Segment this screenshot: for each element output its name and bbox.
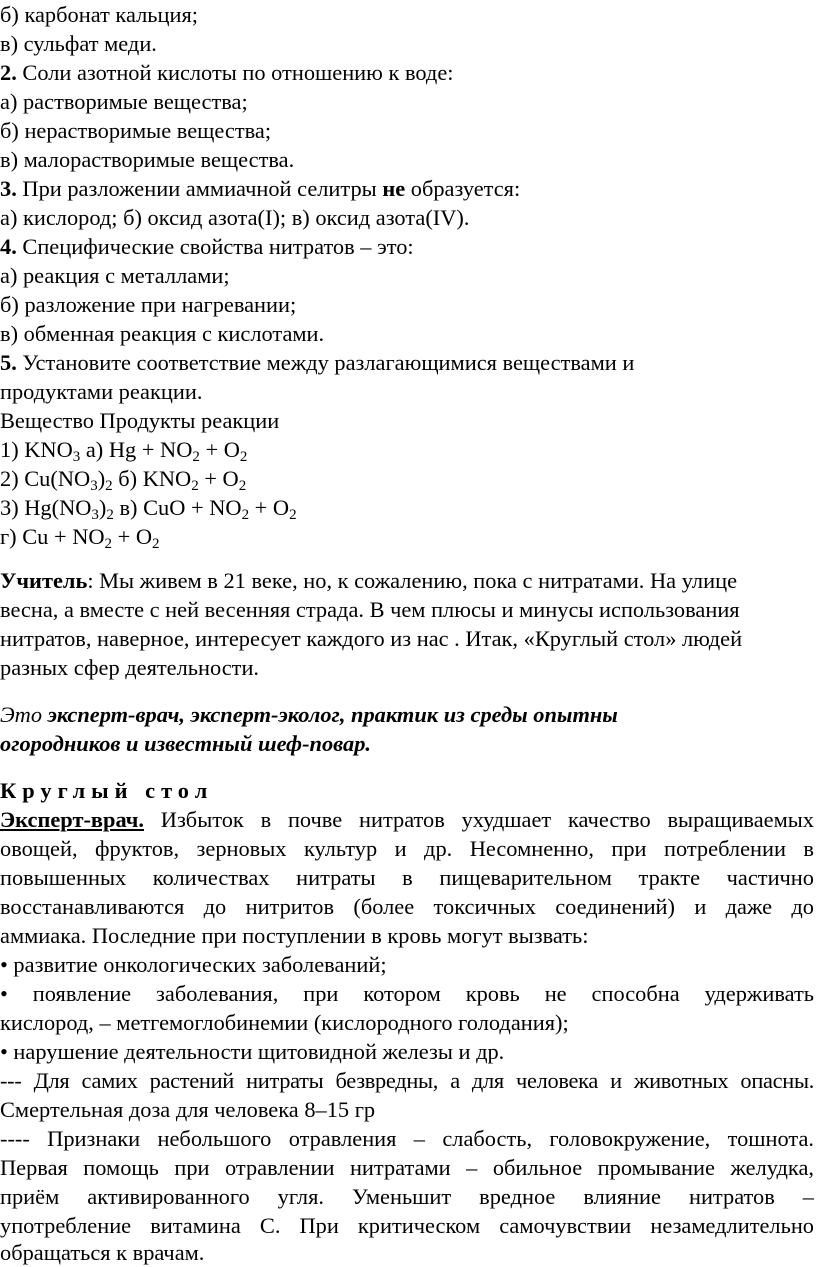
doctor-line-5: аммиака. Последние при поступлении в кровь могут вызвать: <box>0 923 589 948</box>
question-text: Специфические свойства нитратов – это: <box>16 234 414 259</box>
question-text: При разложении аммиачной селитры <box>16 176 383 201</box>
teacher-label: Учитель <box>0 568 88 593</box>
experts-list-cont: огородников и известный шеф-повар. <box>0 731 372 756</box>
bullet-1: • развитие онкологических заболеваний; <box>0 952 387 977</box>
bullet-2: • появление заболевания, при котором кровь не способна удерживать <box>0 981 814 1006</box>
q5-table-header: Вещество Продукты реакции <box>0 408 280 433</box>
question-text: Соли азотной кислоты по отношению к воде: <box>16 60 454 85</box>
experts-list: эксперт-врач, эксперт-эколог, практик из среды опытны <box>47 702 618 727</box>
question-number: 5. <box>0 350 17 375</box>
experts-intro: Это <box>0 702 48 727</box>
doctor-line-13: Первая помощь при отравлении нитратами – обильное промывание желудка, <box>0 1155 814 1180</box>
doctor-line-3: повышенных количествах нитраты в пищеварительном тракте частично <box>0 865 814 890</box>
emphasis-not: не <box>382 176 406 201</box>
q2-option-c: в) малорастворимые вещества. <box>0 147 295 172</box>
question-number: 3. <box>0 176 17 201</box>
bullet-3: • нарушение деятельности щитовидной железы и др. <box>0 1039 505 1064</box>
teacher-line-1 <box>0 566 737 595</box>
doctor-line-10: --- Для самих растений нитраты безвредны, а для человека и животных опасны. <box>0 1068 814 1093</box>
doctor-line-2: овощей, фруктов, зерновых культур и др. Несомненно, при потреблении в <box>0 836 814 861</box>
teacher-line-3: нитратов, наверное, интересует каждого из нас . Итак, «Круглый стол» людей <box>0 626 743 651</box>
doctor-line-1 <box>0 805 814 834</box>
question-number: 4. <box>0 234 17 259</box>
q5-row-1: 1) $KNO_3$ а) $Hg + NO_2 + O_2$ <box>0 437 248 465</box>
doctor-text: Избыток в почве нитратов ухудшает качество выращиваемых <box>144 807 814 832</box>
question-4 <box>0 232 414 261</box>
doctor-line-15: употребление витамина С. При критическом самочувствии незамедлительно <box>0 1213 814 1238</box>
q1-option-c: в) сульфат меди. <box>0 31 157 56</box>
doctor-line-4: восстанавливаются до нитритов (более токсичных соединений) и даже до <box>0 894 814 919</box>
q5-row-2: 2) $Cu(NO_3)_2$ б) $KNO_2 + O_2$ <box>0 466 247 494</box>
question-5-cont: продуктами реакции. <box>0 379 203 404</box>
q4-option-c: в) обменная реакция с кислотами. <box>0 321 325 346</box>
doctor-line-11: Смертельная доза для человека 8–15 гр <box>0 1097 376 1122</box>
teacher-line-4: разных сфер деятельности. <box>0 655 260 680</box>
question-text-end: образуется: <box>405 176 521 201</box>
teacher-text: : Мы живем в 21 веке, но, к сожалению, пока с нитратами. На улице <box>87 568 738 593</box>
experts-line-2 <box>0 729 371 758</box>
q4-option-a: а) реакция с металлами; <box>0 263 230 288</box>
question-number: 2. <box>0 60 17 85</box>
q2-option-b: б) нерастворимые вещества; <box>0 118 272 143</box>
q4-option-b: б) разложение при нагревании; <box>0 292 297 317</box>
q1-option-b: б) карбонат кальция; <box>0 2 198 27</box>
q2-option-a: а) растворимые вещества; <box>0 89 248 114</box>
bullet-2-cont: кислород, – метгемоглобинемии (кислородного голодания); <box>0 1010 569 1035</box>
doctor-line-14: приём активированного угля. Уменьшит вредное влияние нитратов – <box>0 1184 814 1209</box>
question-2 <box>0 58 453 87</box>
experts-line-1 <box>0 700 618 729</box>
q5-row-4: г) $Cu + NO_2 + O_2$ <box>0 524 160 552</box>
doctor-line-16: обращаться к врачам. <box>0 1240 205 1265</box>
q3-options: а) кислород; б) оксид азота(I); в) оксид азота(IV). <box>0 205 470 230</box>
question-3 <box>0 174 520 203</box>
doctor-label: Эксперт-врач. <box>0 807 144 832</box>
question-text: Установите соответствие между разлагающимися веществами и <box>16 350 635 375</box>
round-table-title: Круглый стол <box>0 778 214 803</box>
q5-row-3: 3) $Hg(NO_3)_2$ в) CuO + $NO_2 + O_2$ <box>0 495 297 523</box>
teacher-line-2: весна, а вместе с ней весенняя страда. В чем плюсы и минусы использования <box>0 597 740 622</box>
question-5 <box>0 348 634 377</box>
doctor-line-12: ---- Признаки небольшого отравления – слабость, головокружение, тошнота. <box>0 1126 814 1151</box>
